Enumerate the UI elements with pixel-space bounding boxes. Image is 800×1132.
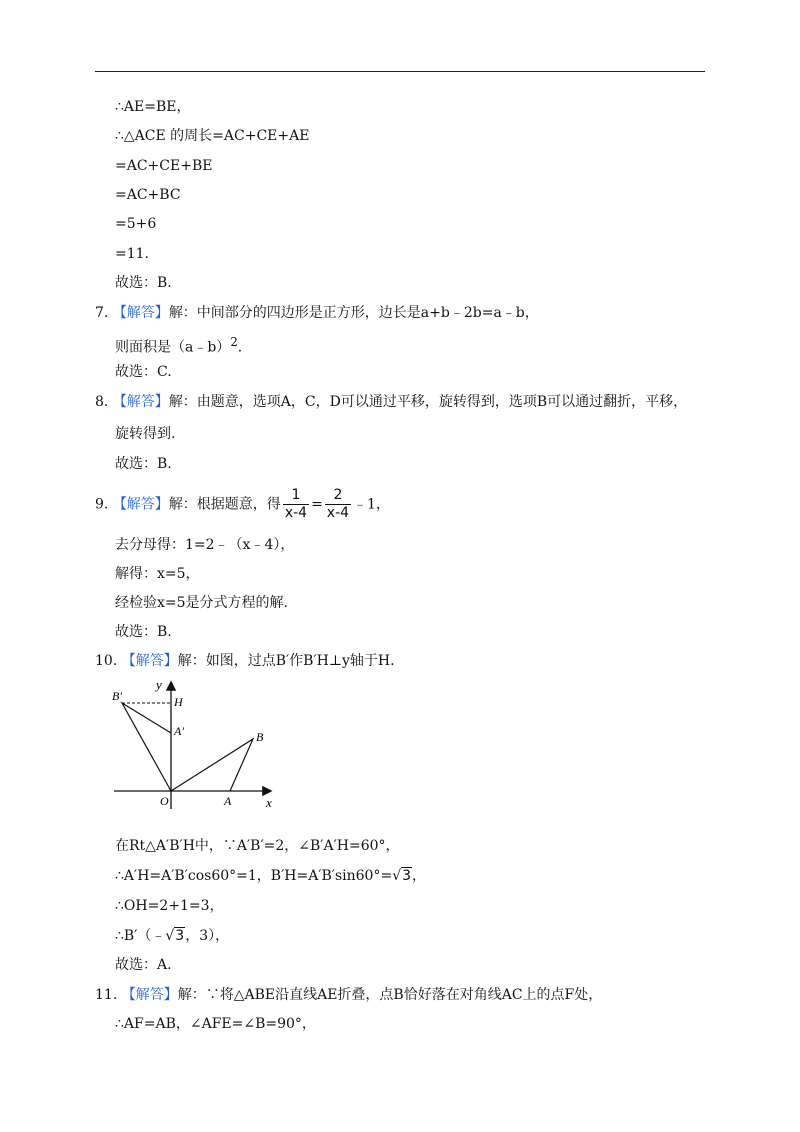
expression: ∴B′（﹣ xyxy=(115,928,166,944)
punctuation: ， xyxy=(412,868,427,884)
coordinate-figure xyxy=(108,673,288,813)
solution-text: 解：如图，过点B′作B′H⊥y轴于H. xyxy=(177,653,395,669)
answer-line: 故选：B. xyxy=(115,275,172,291)
label-b: B xyxy=(256,730,264,744)
period: . xyxy=(237,339,243,356)
question-11 xyxy=(95,985,602,1005)
text-line: ∴△ACE 的周长=AC+CE+AE xyxy=(115,128,310,144)
label-a: A xyxy=(224,794,232,808)
triangle-oab-prime xyxy=(122,703,171,791)
answer-line: 故选：C. xyxy=(115,364,172,380)
answer-tag: 【解答】 xyxy=(112,394,169,410)
equals-sign: = xyxy=(311,496,323,513)
question-7 xyxy=(95,303,539,323)
question-10 xyxy=(95,651,395,671)
exponent: 2 xyxy=(230,335,238,349)
question-number: 8. xyxy=(95,394,109,410)
label-a-prime: A' xyxy=(174,724,184,738)
area-text: 则面积是（a﹣b） xyxy=(115,339,231,356)
solution-text: 解：∵将△ABE沿直线AE折叠，点B恰好落在对角线AC上的点F处， xyxy=(177,987,603,1003)
text-line: 经检验x=5是分式方程的解. xyxy=(115,595,288,611)
text-line xyxy=(115,332,242,358)
fraction xyxy=(283,487,309,522)
solution-text: 解：中间部分的四边形是正方形，边长是a+b﹣2b=a﹣b， xyxy=(168,305,539,321)
answer-line: 故选：B. xyxy=(115,624,172,640)
text-line: =5+6 xyxy=(115,216,157,232)
text-line: 在Rt△A′B′H中，∵A′B′=2，∠B′A′H=60°， xyxy=(115,838,400,854)
sqrt: √3 xyxy=(165,928,185,944)
triangle-oab xyxy=(171,739,253,791)
question-number: 11. xyxy=(95,987,118,1003)
equation-tail: ﹣1， xyxy=(353,496,390,513)
text-line: 旋转得到. xyxy=(115,426,176,442)
label-h: H xyxy=(174,695,183,709)
numerator: 1 xyxy=(283,487,309,505)
expression: ∴A′H=A′B′cos60°=1，B′H=A′B′sin60°= xyxy=(115,868,393,884)
text-line: =AC+BC xyxy=(115,187,181,203)
answer-tag: 【解答】 xyxy=(121,987,178,1003)
sqrt: √3 xyxy=(392,868,412,884)
answer-tag: 【解答】 xyxy=(112,305,169,321)
question-number: 10. xyxy=(95,653,118,669)
radicand: 3 xyxy=(175,928,185,944)
denominator: x-4 xyxy=(326,505,350,521)
text-line xyxy=(115,866,426,886)
solution-text: 解：根据题意，得 xyxy=(168,496,281,513)
text-line: 去分母得：1=2﹣（x﹣4）， xyxy=(115,537,295,553)
numerator: 2 xyxy=(325,487,351,505)
label-o: O xyxy=(160,794,169,808)
label-x: x xyxy=(266,795,272,810)
expression-end: ，3）， xyxy=(185,928,230,944)
text-line: ∴AE=BE， xyxy=(115,99,191,115)
label-y: y xyxy=(156,677,162,692)
answer-tag: 【解答】 xyxy=(121,653,178,669)
question-number: 7. xyxy=(95,305,109,321)
question-9 xyxy=(95,487,390,522)
answer-line: 故选：A. xyxy=(115,957,172,973)
text-line: ∴AF=AB，∠AFE=∠B=90°， xyxy=(115,1016,316,1032)
answer-tag: 【解答】 xyxy=(112,496,169,513)
answer-line: 故选：B. xyxy=(115,456,172,472)
text-line: ∴OH=2+1=3， xyxy=(115,898,224,914)
denominator: x-4 xyxy=(284,505,308,521)
solution-text: 解：由题意，选项A，C，D可以通过平移，旋转得到，选项B可以通过翻折，平移， xyxy=(168,394,688,410)
text-line: =11. xyxy=(115,246,149,262)
text-line: =AC+CE+BE xyxy=(115,158,213,174)
question-number: 9. xyxy=(95,496,109,513)
fraction xyxy=(325,487,351,522)
header-rule xyxy=(95,71,705,72)
question-8 xyxy=(95,392,687,412)
text-line xyxy=(115,926,229,946)
text-line: 解得：x=5， xyxy=(115,566,200,582)
radicand: 3 xyxy=(402,868,412,884)
label-b-prime: B' xyxy=(112,689,122,703)
